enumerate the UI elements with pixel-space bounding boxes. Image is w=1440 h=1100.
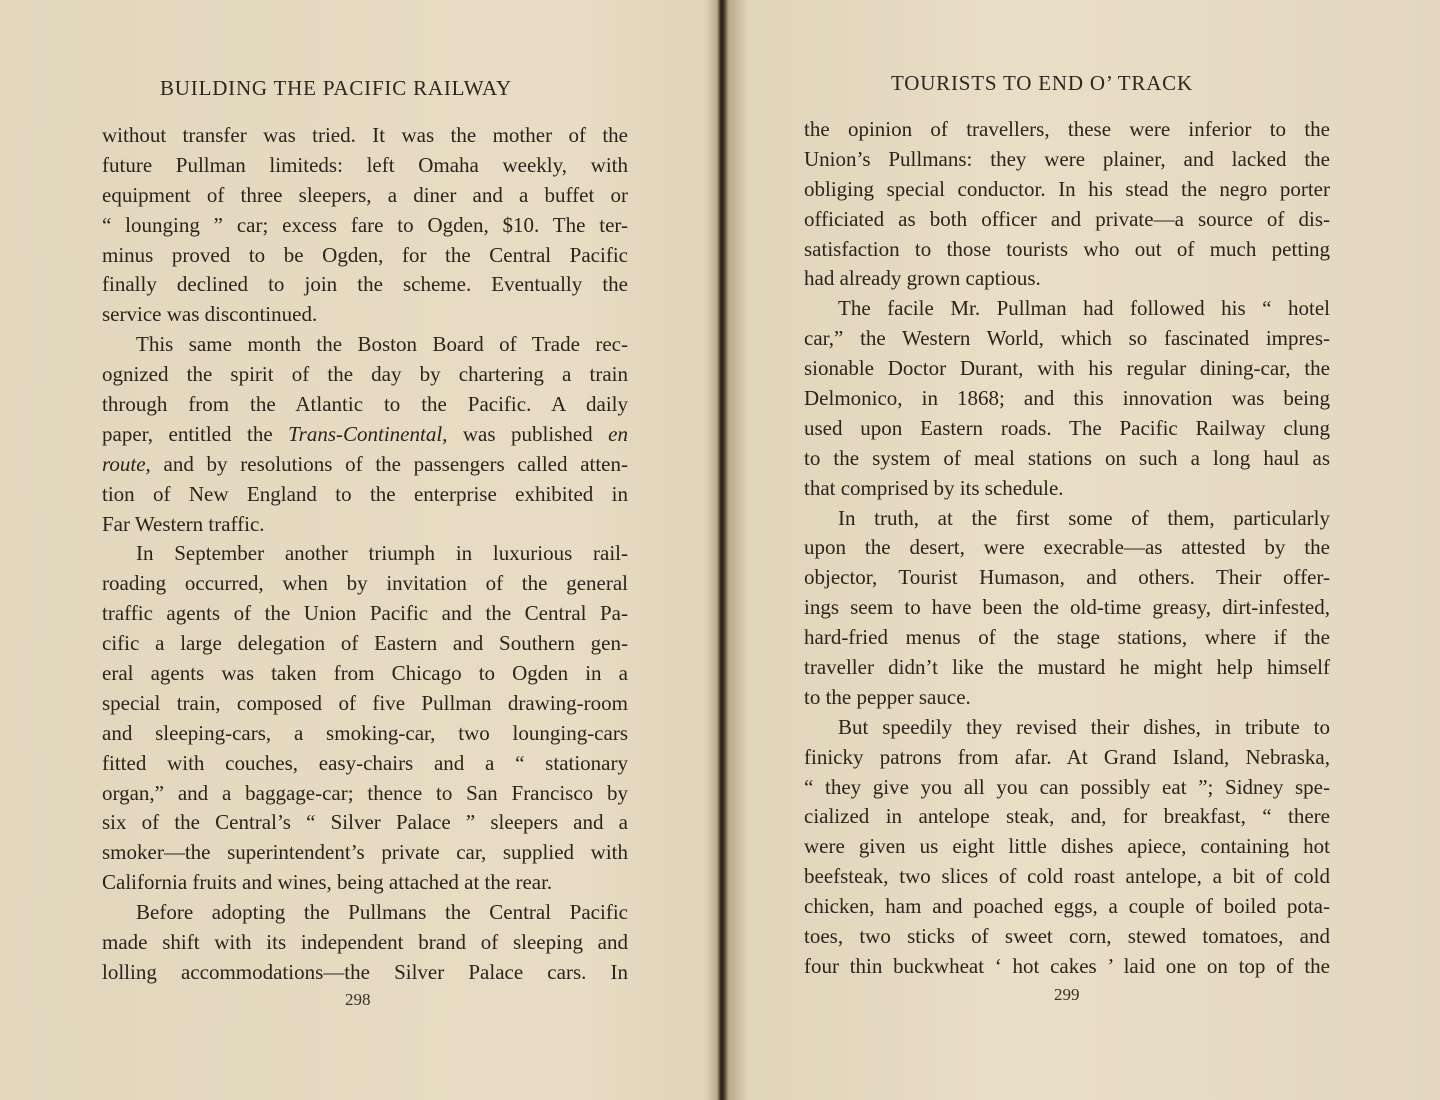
text-line: that comprised by its schedule. xyxy=(804,475,1064,500)
text-line: cific a large delegation of Eastern and Southern gen- xyxy=(102,631,628,656)
text-run: and by resolutions of the passengers called atten- xyxy=(150,451,628,476)
text-line: tion of New England to the enterprise exhibited in xyxy=(102,481,628,506)
text-line: six of the Central’s “ Silver Palace ” sleepers and a xyxy=(102,810,628,835)
text-line: The facile Mr. Pullman had followed his “ hotel xyxy=(838,296,1330,321)
text-line: In truth, at the first some of them, particularly xyxy=(838,505,1330,530)
text-run: was published xyxy=(447,421,609,446)
text-line: car,” the Western World, which so fascinated impres- xyxy=(804,326,1330,351)
text-line: traveller didn’t like the mustard he might help himself xyxy=(804,655,1330,680)
text-line: Union’s Pullmans: they were plainer, and lacked the xyxy=(804,146,1330,171)
italic-title: Trans-Continental, xyxy=(288,421,448,446)
text-line: were given us eight little dishes apiece, containing hot xyxy=(804,834,1330,859)
text-line: used upon Eastern roads. The Pacific Railway clung xyxy=(804,415,1330,440)
text-line: obliging special conductor. In his stead the negro porter xyxy=(804,176,1330,201)
text-line: Delmonico, in 1868; and this innovation was being xyxy=(804,386,1330,411)
text-line: satisfaction to those tourists who out of much petting xyxy=(804,236,1330,261)
text-line: This same month the Boston Board of Trade rec- xyxy=(136,332,628,357)
page-number: 299 xyxy=(1054,985,1080,1004)
text-line: “ they give you all you can possibly eat ”; Sidney spe- xyxy=(804,774,1330,799)
text-line: had already grown captious. xyxy=(804,266,1041,291)
text-line: chicken, ham and poached eggs, a couple of boiled pota- xyxy=(804,894,1330,919)
text-line: In September another triumph in luxurious rail- xyxy=(136,541,628,566)
text-line: eral agents was taken from Chicago to Ogden in a xyxy=(102,661,628,686)
text-line: “ lounging ” car; excess fare to Ogden, $10. The ter- xyxy=(102,212,628,237)
text-line: Far Western traffic. xyxy=(102,511,265,536)
text-line: officiated as both officer and private—a source of dis- xyxy=(804,206,1330,231)
text-line: roading occurred, when by invitation of the general xyxy=(102,571,628,596)
text-line: cialized in antelope steak, and, for breakfast, “ there xyxy=(804,804,1330,829)
text-line: toes, two sticks of sweet corn, stewed tomatoes, and xyxy=(804,924,1330,949)
text-line: made shift with its independent brand of sleeping and xyxy=(102,930,628,955)
text-line: equipment of three sleepers, a diner and a buffet or xyxy=(102,182,628,207)
text-line: upon the desert, were execrable—as attested by the xyxy=(804,535,1330,560)
text-line: organ,” and a baggage-car; thence to San Francisco by xyxy=(102,780,628,805)
text-line: beefsteak, two slices of cold roast antelope, a bit of cold xyxy=(804,864,1330,889)
text-line: finally declined to join the scheme. Eventually the xyxy=(102,272,628,297)
text-line: objector, Tourist Humason, and others. Their offer- xyxy=(804,565,1330,590)
text-line: four thin buckwheat ‘ hot cakes ’ laid one on top of the xyxy=(804,953,1330,978)
text-line: hard-fried menus of the stage stations, where if the xyxy=(804,625,1330,650)
page-text xyxy=(102,121,628,988)
text-line xyxy=(102,450,628,480)
running-head: TOURISTS TO END O’ TRACK xyxy=(891,71,1193,95)
text-line: finicky patrons from afar. At Grand Island, Nebraska, xyxy=(804,744,1330,769)
page-number: 298 xyxy=(345,990,371,1009)
text-line: sionable Doctor Durant, with his regular dining-car, the xyxy=(804,356,1330,381)
text-run: paper, entitled the xyxy=(102,421,289,446)
text-line: fitted with couches, easy-chairs and a “ stationary xyxy=(102,750,628,775)
text-line: ings seem to have been the old-time greasy, dirt-infested, xyxy=(804,595,1330,620)
text-line: service was discontinued. xyxy=(102,302,318,327)
text-line: minus proved to be Ogden, for the Central Pacific xyxy=(102,242,628,267)
page-text xyxy=(804,115,1330,982)
text-line: future Pullman limiteds: left Omaha weekly, with xyxy=(102,152,628,177)
italic-word: route, xyxy=(102,451,151,476)
text-line: the opinion of travellers, these were inferior to the xyxy=(804,117,1330,141)
text-line: But speedily they revised their dishes, in tribute to xyxy=(838,714,1330,739)
text-line: lolling accommodations—the Silver Palace cars. In xyxy=(102,959,628,984)
text-line: special train, composed of five Pullman drawing-room xyxy=(102,690,628,715)
text-line: California fruits and wines, being attached at the rear. xyxy=(102,870,553,895)
text-line: through from the Atlantic to the Pacific. A daily xyxy=(102,392,628,417)
text-line: to the pepper sauce. xyxy=(804,684,971,709)
text-line: and sleeping-cars, a smoking-car, two lounging-cars xyxy=(102,720,628,745)
text-line: ognized the spirit of the day by chartering a train xyxy=(102,362,628,387)
text-line xyxy=(102,420,628,450)
text-line: without transfer was tried. It was the mother of the xyxy=(102,123,628,147)
text-line: to the system of meal stations on such a long haul as xyxy=(804,445,1330,470)
italic-word: en xyxy=(608,421,628,446)
right-page xyxy=(726,0,1440,1100)
text-line: traffic agents of the Union Pacific and the Central Pa- xyxy=(102,601,628,626)
text-line: smoker—the superintendent’s private car, supplied with xyxy=(102,840,628,865)
running-head: BUILDING THE PACIFIC RAILWAY xyxy=(160,76,513,100)
text-line: Before adopting the Pullmans the Central Pacific xyxy=(136,900,628,925)
